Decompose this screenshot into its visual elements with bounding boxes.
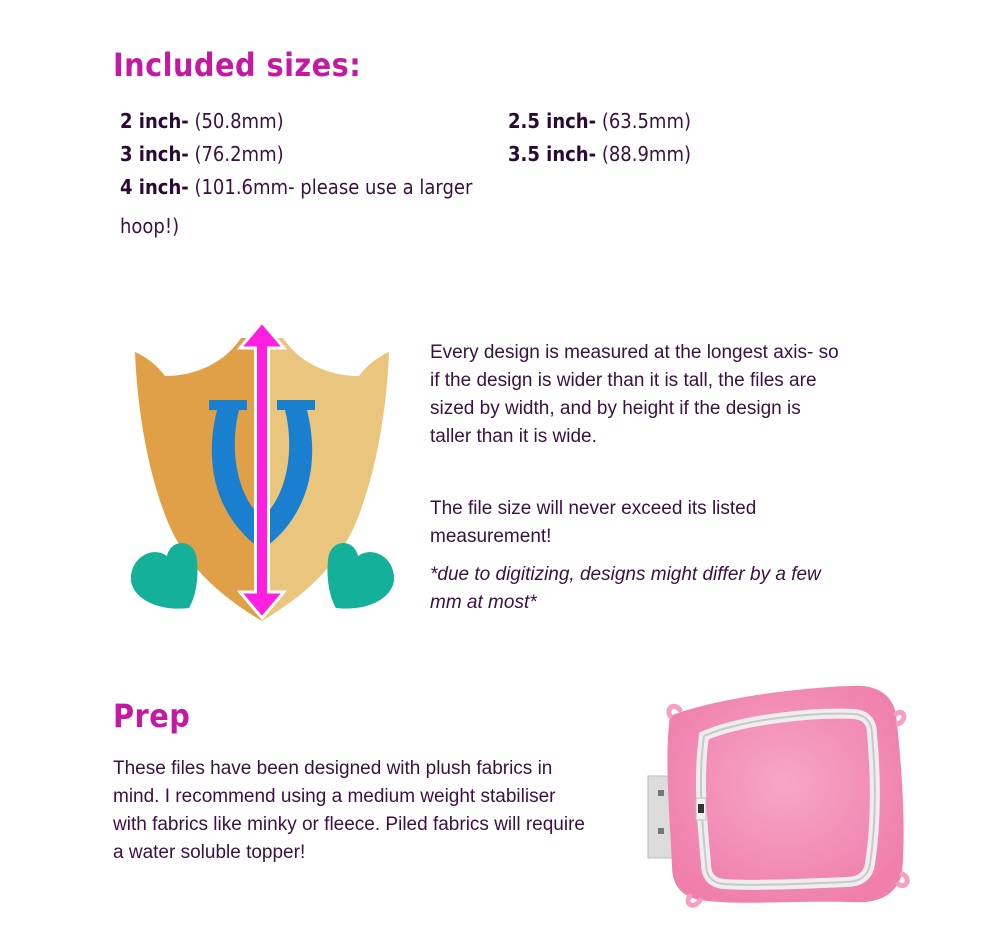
measurement-line: Every design is measured at the longest axis- so (430, 342, 839, 363)
included-sizes-heading: Included sizes: (113, 46, 362, 84)
size-mm: (50.8mm) (194, 109, 284, 133)
exceed-line: measurement! (430, 526, 552, 547)
prep-heading: Prep (113, 697, 191, 735)
size-label: 4 inch- (120, 175, 189, 199)
size-label: 2.5 inch- (508, 109, 597, 133)
embroidery-hoop-icon (640, 678, 910, 913)
exceed-paragraph (430, 495, 900, 551)
measurement-paragraph (430, 339, 900, 451)
digitizing-note (430, 561, 900, 617)
measurement-line: if the design is wider than it is tall, the files are (430, 370, 817, 391)
size-item-4in-continued (120, 214, 179, 238)
right-heart (327, 543, 394, 609)
size-label: 3 inch- (120, 142, 189, 166)
size-label: 2 inch- (120, 109, 189, 133)
size-item-2in (120, 109, 284, 133)
prep-line: a water soluble topper! (113, 842, 306, 863)
note-line: *due to digitizing, designs might differ by a few (430, 564, 821, 585)
hoop-clamp-screw (698, 804, 704, 813)
prep-line: These files have been designed with plush fabrics in (113, 758, 553, 779)
shield-horseshoe-icon (125, 318, 400, 623)
size-item-3in (120, 142, 284, 166)
size-mm: (63.5mm) (601, 109, 692, 133)
left-heart (131, 543, 198, 609)
size-mm: (76.2mm) (194, 142, 284, 166)
prep-paragraph (113, 755, 643, 867)
size-mm: (101.6mm- please use a larger (194, 175, 473, 199)
prep-line: mind. I recommend using a medium weight stabiliser (113, 786, 556, 807)
size-item-3-5in (508, 142, 691, 166)
exceed-line: The file size will never exceed its listed (430, 498, 757, 519)
size-item-2-5in (508, 109, 691, 133)
size-mm: (88.9mm) (601, 142, 692, 166)
note-line: mm at most* (430, 592, 537, 613)
measurement-line: taller than it is wide. (430, 426, 597, 447)
size-item-4in (120, 175, 472, 199)
size-label: 3.5 inch- (508, 142, 597, 166)
size-mm-continued: hoop!) (120, 214, 180, 238)
prep-line: with fabrics like minky or fleece. Piled fabrics will require (113, 814, 585, 835)
measurement-line: sized by width, and by height if the design is (430, 398, 801, 419)
